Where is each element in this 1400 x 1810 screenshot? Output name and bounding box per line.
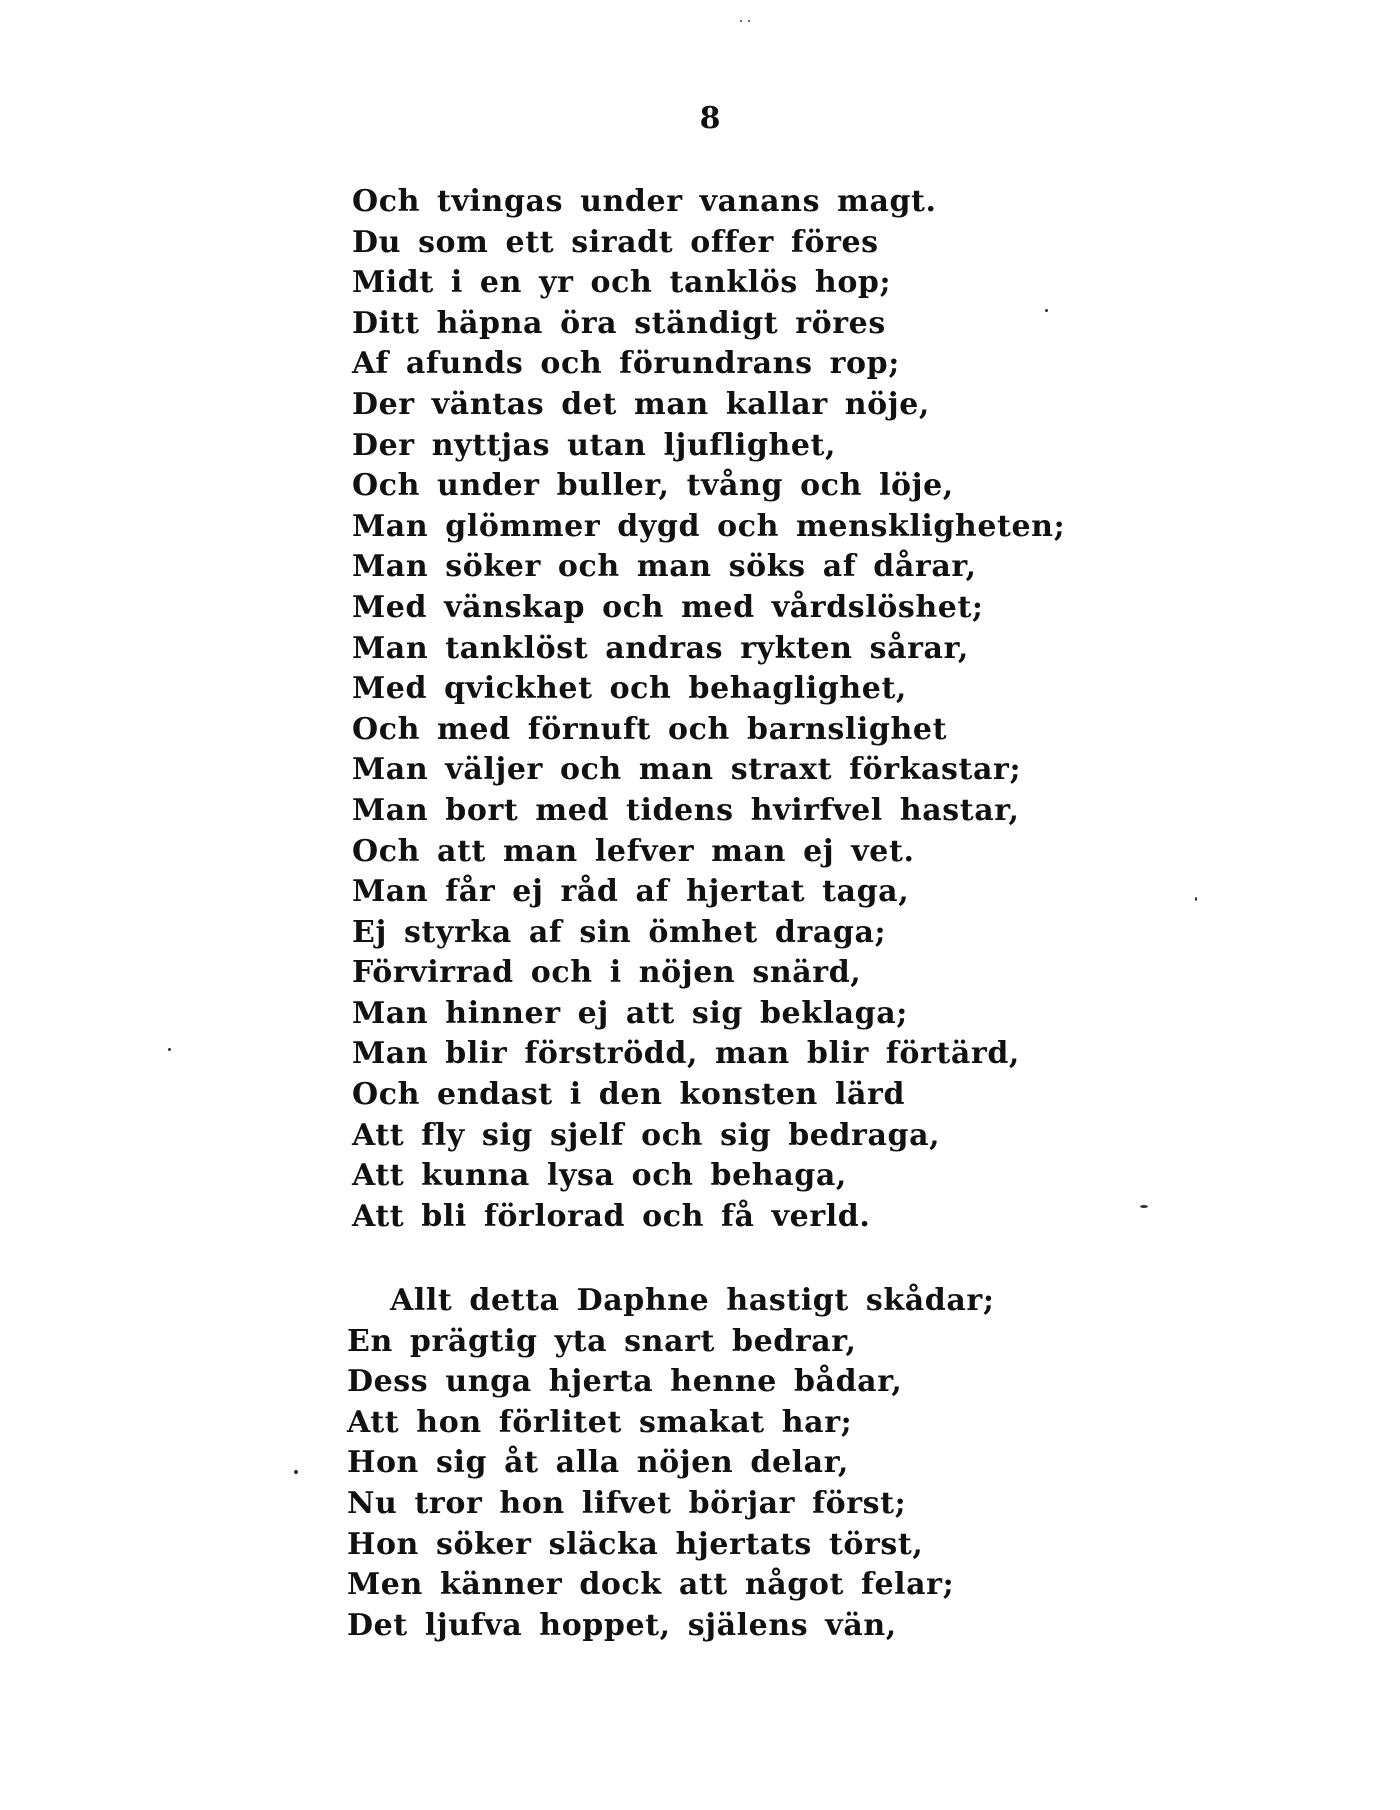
poem-stanza-1 (352, 182, 1065, 1237)
poem-stanza-2 (347, 1281, 995, 1646)
poem-line: En prägtig yta snart bedrar, (347, 1323, 857, 1359)
poem-line: Att fly sig sjelf och sig bedraga, (352, 1117, 941, 1153)
poem-line: Och att man lefver man ej vet. (352, 833, 915, 869)
poem-line: Med vänskap och med vårdslöshet; (352, 589, 984, 625)
poem-line: Att kunna lysa och behaga, (352, 1158, 847, 1194)
poem-line: Och under buller, tvång och löje, (352, 468, 954, 504)
scan-speck (294, 1470, 298, 1474)
poem-line: Man hinner ej att sig beklaga; (352, 995, 908, 1031)
poem-line: Der nyttjas utan ljuflighet, (352, 427, 837, 463)
poem-line: Af afunds och förundrans rop; (352, 346, 900, 382)
poem-line: Att hon förlitet smakat har; (347, 1404, 853, 1440)
page-number: 8 (699, 101, 721, 136)
poem-line: Och endast i den konsten lärd (352, 1077, 906, 1113)
poem-line: Man får ej råd af hjertat taga, (352, 874, 910, 910)
scan-speck (1045, 309, 1048, 312)
poem-line: Man blir förströdd, man blir förtärd, (352, 1036, 1020, 1072)
poem-line: Man bort med tidens hvirfvel hastar, (352, 792, 1020, 828)
poem-line: Dess unga hjerta henne bådar, (347, 1364, 903, 1400)
poem-line: Hon söker släcka hjertats törst, (347, 1526, 924, 1562)
poem-line: Du som ett siradt offer föres (352, 224, 879, 260)
poem-line: Hon sig åt alla nöjen delar, (347, 1445, 849, 1481)
poem-line: Ditt häpna öra ständigt röres (352, 305, 886, 341)
scan-speck (1195, 897, 1197, 901)
poem-line: Förvirrad och i nöjen snärd, (352, 955, 862, 991)
poem-line: Ej styrka af sin ömhet draga; (352, 914, 887, 950)
scan-speck (740, 20, 742, 22)
scan-speck (168, 1048, 171, 1051)
poem-line: Och tvingas under vanans magt. (352, 184, 937, 219)
poem-line: Att bli förlorad och få verld. (352, 1198, 871, 1234)
poem-line: Med qvickhet och behaglighet, (352, 671, 907, 707)
scan-speck (748, 20, 750, 22)
poem-line: Der väntas det man kallar nöje, (352, 386, 930, 422)
poem-line: Man väljer och man straxt förkastar; (352, 752, 1022, 788)
poem-line: Men känner dock att något felar; (347, 1567, 955, 1603)
poem-line: Allt detta Daphne hastigt skådar; (390, 1283, 995, 1318)
poem-line: Man glömmer dygd och menskligheten; (352, 508, 1066, 544)
poem-line: Man söker och man söks af dårar, (352, 549, 977, 585)
poem-line: Nu tror hon lifvet börjar först; (347, 1485, 907, 1521)
scan-speck (1140, 1205, 1148, 1208)
poem-line: Det ljufva hoppet, själens vän, (347, 1607, 897, 1643)
poem-line: Man tanklöst andras rykten sårar, (352, 630, 969, 666)
poem-line: Och med förnuft och barnslighet (352, 711, 948, 747)
poem-line: Midt i en yr och tanklös hop; (352, 265, 892, 301)
